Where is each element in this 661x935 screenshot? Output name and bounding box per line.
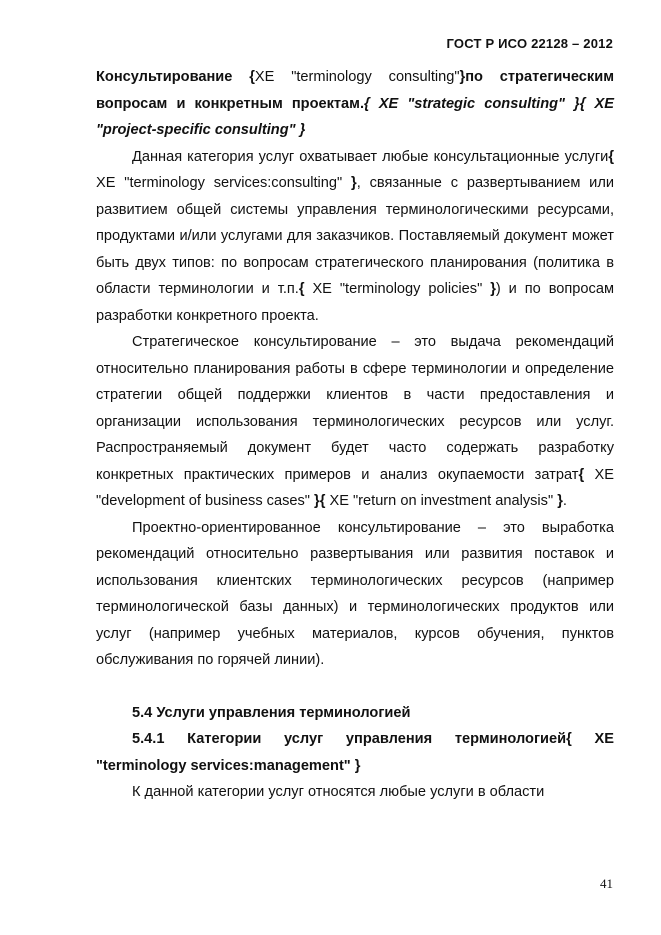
xe-field-terminology-consulting: XE "terminology consulting"	[254, 69, 460, 85]
xe-field-close: }	[459, 69, 466, 85]
paragraph-consulting-definition	[96, 64, 614, 144]
xe-field-services-management: XE "terminology services:management"	[96, 731, 614, 774]
section-heading: 5.4 Услуги управления терминологией	[132, 704, 411, 721]
xe-field-business-cases: XE "development of business cases"	[96, 466, 614, 509]
standard-header: ГОСТ Р ИСО 22128 – 2012	[446, 36, 613, 51]
paragraph-project-consulting	[96, 515, 614, 674]
paragraph-text: , связанные с развертыванием или развитием общей системы управления терминологическими ресурсами, продуктами и/или услугами для заказчиков. Поставляемый документ может быть двух типов: по вопросам стратегического планирования (политика в области терминологии и т.п.	[96, 175, 614, 297]
paragraph-text: Стратегическое консультирование – это выдача рекомендаций относительно планирования работы в сфере терминологии и определение стратегии общей поддержки клиентов в части предоставления и организации использования терминологических ресурсов или услуг. Распространяемый документ будет часто содержать разработку конкретных практических примеров и анализ окупаемости затрат	[96, 334, 614, 483]
xe-field-terminology-policies: XE "terminology policies"	[304, 281, 491, 297]
xe-field-open: {	[578, 466, 585, 483]
xe-field-open: {	[566, 731, 572, 747]
definition-text: по стратегическим вопросам и конкретным проектам.	[96, 69, 614, 112]
paragraph-management-intro	[96, 779, 614, 806]
xe-field-open: {	[298, 281, 305, 297]
xe-field-roi-analysis: XE "return on investment analysis"	[325, 493, 558, 509]
spacer	[96, 674, 614, 700]
term-consulting: Консультирование	[96, 69, 233, 85]
xe-fields-strategic-project: { XE "strategic consulting" }{ XE "project-specific consulting" }	[96, 95, 614, 138]
xe-field-close: }	[490, 281, 496, 297]
paragraph-text: Данная категория услуг охватывает любые консультационные услуги	[132, 148, 609, 165]
xe-field-close: }	[351, 175, 357, 191]
xe-field-open: {	[608, 148, 614, 165]
paragraph-text: К данной категории услуг относятся любые услуги в области	[132, 784, 545, 800]
page-content	[96, 64, 614, 806]
paragraph-text: Проектно-ориентированное консультирование – это выработка рекомендаций относительно развертывания или развития поставок и использования клиентских терминологических ресурсов (например терминологической базы данных) и терминологических продуктов или услуг (например учебных материалов, курсов обучения, пунктов обслуживания по горячей линии).	[96, 519, 614, 668]
subsection-heading	[96, 726, 614, 779]
subsection-title: 5.4.1 Категории услуг управления терминологией	[132, 731, 567, 747]
paragraph-category-description	[96, 144, 614, 330]
xe-field-services-consulting: XE "terminology services:consulting"	[96, 175, 352, 191]
page-number: 41	[600, 876, 613, 891]
paragraph-text: ) и по вопросам разработки конкретного проекта.	[96, 281, 614, 324]
xe-field-close: }	[557, 493, 563, 509]
xe-field-open: {	[249, 69, 255, 85]
paragraph-strategic-consulting	[96, 329, 614, 515]
paragraph-text: .	[562, 493, 567, 509]
xe-field-close: }	[354, 757, 361, 774]
xe-field-close-open: }{	[314, 493, 326, 509]
